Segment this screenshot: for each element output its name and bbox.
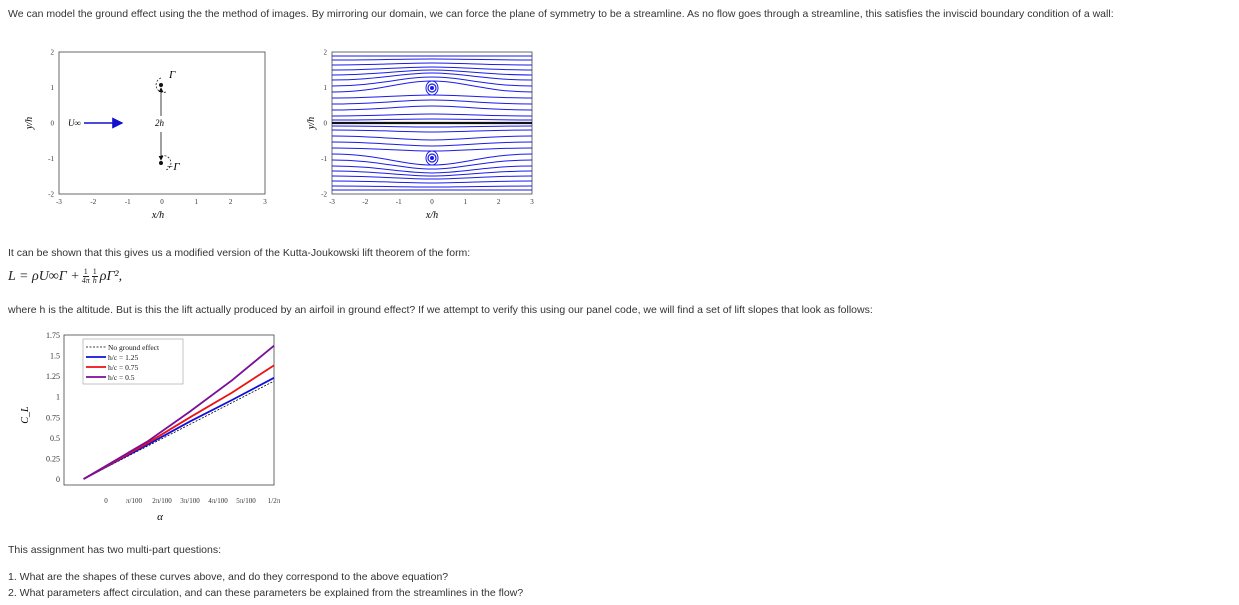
gamma-label: Γ: [169, 69, 176, 81]
2h-label: 2h: [155, 118, 164, 128]
legend: [83, 339, 183, 384]
x-axis-label: x/h: [151, 210, 165, 221]
y-tick-label: -1: [48, 155, 54, 163]
x-tick-label: -3: [329, 198, 335, 206]
y-tick-label: 1.5: [50, 351, 60, 361]
intro-text: We can model the ground effect using the the method of images. By mirroring our domain, we can force the plane of symmetry to be a streamline. As no flow goes through a streamline, this satisfies the inviscid boundary condition of a wall:: [8, 8, 1114, 20]
x-tick-label: 1: [194, 198, 199, 206]
x-tick-label: -1: [124, 198, 131, 206]
x-tick-label: 5π/100: [236, 497, 256, 505]
question-1: 1. What are the shapes of these curves above, and do they correspond to the above equation?: [8, 571, 449, 583]
lower-vortex-point: [159, 161, 163, 165]
y-axis-label: C_L: [20, 406, 31, 424]
y-tick-label: 1: [56, 392, 60, 402]
lower-vortex-core-inner: [430, 156, 434, 160]
y-axis-label: y/h: [24, 116, 35, 130]
images-diagram: [10, 40, 280, 225]
freestream-label: U∞: [68, 118, 81, 128]
streamline: [332, 186, 532, 187]
y-axis-label: y/h: [306, 116, 317, 130]
streamline-plot: [300, 40, 550, 225]
streamline: [332, 59, 532, 60]
x-tick-label: -3: [56, 198, 62, 206]
question-2: 2. What parameters affect circulation, and can these parameters be explained from the streamlines in the flow?: [8, 587, 524, 599]
x-tick-label: 3: [263, 198, 267, 206]
equation-lhs: L = ρU∞Γ +: [8, 268, 80, 284]
y-tick-label: 0.75: [46, 413, 60, 423]
theorem-text: It can be shown that this gives us a modified version of the Kutta-Joukowski lift theorem of the form:: [8, 247, 471, 259]
fraction-numerator: 1: [92, 267, 97, 276]
legend-label: h/c = 0.75: [108, 363, 139, 372]
x-tick-label: -1: [395, 198, 402, 206]
streamline: [332, 142, 532, 146]
streamline: [332, 130, 532, 132]
fraction-numerator: 1: [83, 267, 88, 276]
neg-gamma-label: −Γ: [166, 161, 180, 173]
x-tick-label: 4π/100: [208, 497, 228, 505]
streamline: [332, 114, 532, 116]
x-tick-label: π/100: [126, 497, 142, 505]
x-tick-label: 2: [228, 198, 233, 206]
y-tick-label: 2: [50, 48, 54, 57]
x-tick-label: -2: [362, 198, 369, 206]
x-tick-label: 3π/100: [180, 497, 200, 505]
y-tick-label: 1: [323, 84, 327, 92]
altitude-text: where h is the altitude. But is this the lift actually produced by an airfoil in ground effect? If we attempt to verify this using our panel code, we will find a set of lift slopes that look as follows:: [8, 304, 873, 316]
x-tick-label: 2: [496, 198, 501, 206]
legend-label: h/c = 1.25: [108, 353, 139, 362]
lift-equation: [8, 268, 122, 285]
x-tick-label: 0: [430, 198, 434, 206]
y-tick-label: -1: [321, 155, 327, 163]
y-tick-label: -2: [321, 190, 327, 199]
y-tick-label: 1: [50, 84, 54, 92]
legend-label: No ground effect: [108, 343, 160, 352]
streamline: [332, 100, 532, 104]
fraction-1-over-4pi: [82, 268, 90, 285]
y-tick-label: 1.75: [46, 331, 60, 340]
fraction-1-over-h: [92, 268, 98, 285]
legend-label: h/c = 0.5: [108, 373, 135, 382]
equation-tail: ρΓ²,: [99, 268, 123, 284]
y-tick-label: 0: [323, 119, 327, 128]
streamline: [332, 136, 532, 140]
streamline: [332, 181, 532, 183]
upper-vortex-point: [159, 83, 163, 87]
x-tick-label: 2π/100: [152, 497, 172, 505]
x-axis-label: x/h: [425, 210, 439, 221]
x-tick-label: 3: [530, 198, 534, 206]
x-tick-label: 1/2π: [267, 497, 280, 505]
lift-slope-chart: [10, 330, 280, 530]
upper-vortex-core-inner: [430, 86, 434, 90]
x-axis-label: α: [157, 511, 163, 523]
y-tick-label: 0: [50, 119, 54, 128]
assignment-text: This assignment has two multi-part questions:: [8, 544, 222, 556]
streamline: [332, 63, 532, 65]
y-tick-label: 1.25: [46, 372, 60, 382]
y-tick-label: 2: [323, 48, 327, 57]
x-tick-label: 1: [463, 198, 468, 206]
y-tick-label: 0.25: [46, 454, 60, 464]
fraction-denominator: 4π: [81, 276, 90, 285]
y-tick-label: -2: [48, 190, 54, 199]
x-tick-label: -2: [90, 198, 97, 206]
streamline: [332, 119, 532, 120]
x-tick-label: 0: [160, 198, 164, 206]
streamline: [332, 126, 532, 127]
y-tick-label: 0: [56, 475, 60, 484]
x-tick-label: 0: [104, 497, 108, 505]
streamline: [332, 106, 532, 110]
fraction-denominator: h: [92, 276, 97, 285]
y-tick-label: 0.5: [50, 433, 60, 443]
